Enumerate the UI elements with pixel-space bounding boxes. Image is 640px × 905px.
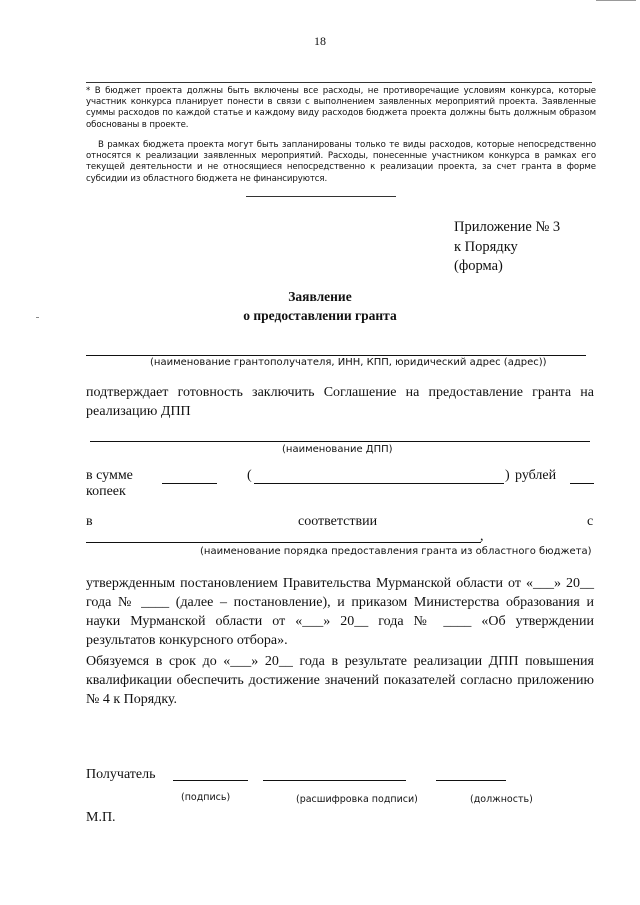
- signature-line: [173, 780, 248, 781]
- appendix-form: (форма): [454, 258, 503, 274]
- position-caption: (должность): [470, 794, 533, 805]
- procedure-comma: ,: [480, 529, 484, 544]
- recipient-line: [86, 355, 586, 356]
- approved-text: утвержденным постановлением Правительства Мурманской области от «___» 20__ года № ____ (далее – постановление), и приказом Министерства образования и науки Мурманской области от «___» 20__ года № ____ «Об утверждении результатов конкурсного отбора».: [86, 576, 594, 648]
- confirm-text: подтверждает готовность заключить Соглашение на предоставление гранта на реализацию ДПП: [86, 385, 594, 419]
- footnote-budget: * В бюджет проекта должны быть включены все расходы, не противоречащие условиям конкурса, которые участник конкурса планирует понести в связи с выполнением заявленных мероприятий проекта. Заявленные суммы расходов по каждой статье и каждому виду расходов бюджета проекта должны быть должным образом обоснованы в проекте.: [86, 86, 596, 130]
- stamp-label: М.П.: [86, 810, 116, 825]
- sum-label: в сумме: [86, 468, 133, 483]
- procedure-line: [86, 542, 481, 543]
- appendix-header: [454, 218, 560, 277]
- appendix-order: к Порядку: [454, 238, 518, 255]
- rubles-label: рублей: [515, 468, 557, 483]
- with-word: с: [587, 514, 594, 529]
- footnote-divider: [86, 82, 592, 83]
- sum-blank: [162, 483, 217, 484]
- paren-open: (: [247, 468, 252, 483]
- kopecks-blank: [570, 483, 594, 484]
- appendix-number: Приложение № 3: [454, 219, 561, 235]
- kopecks-label: копеек: [86, 484, 126, 499]
- recipient-caption: (наименование грантополучателя, ИНН, КПП, юридический адрес (адрес)): [150, 357, 547, 368]
- document-title: [0, 287, 640, 325]
- in-word: в: [86, 514, 93, 529]
- corner-mark: [596, 0, 636, 1]
- recipient-label: Получатель: [86, 767, 156, 782]
- dpp-line: [90, 441, 590, 442]
- position-line: [436, 780, 506, 781]
- signature-caption: (подпись): [181, 792, 231, 803]
- obligation-text: Обязуемся в срок до «___» 20__ года в результате реализации ДПП повышения квалификации обеспечить достижение значений показателей согласно приложению № 4 к Порядку.: [86, 654, 594, 707]
- decoding-caption: (расшифровка подписи): [296, 794, 418, 805]
- paren-close: ): [505, 468, 510, 483]
- procedure-caption: (наименование порядка предоставления гранта из областного бюджета): [200, 546, 592, 557]
- sum-words-blank: [254, 483, 504, 484]
- accordance-word: соответствии: [298, 514, 378, 529]
- dpp-caption: (наименование ДПП): [282, 444, 393, 455]
- decoding-line: [263, 780, 406, 781]
- title-line-2: о предоставлении гранта: [243, 308, 397, 323]
- page-number: 18: [314, 34, 326, 48]
- footnote-expenses: В рамках бюджета проекта могут быть запланированы только те виды расходов, которые непосредственно относятся к реализации заявленных мероприятий. Расходы, понесенные участником конкурса в рамках его текущей деятельности и не относящиеся непосредственно к реализации проекта, за счет гранта в форме субсидии из областного бюджета не финансируются.: [86, 140, 596, 184]
- footnote-end-divider: [246, 196, 396, 197]
- title-line-1: Заявление: [288, 289, 352, 304]
